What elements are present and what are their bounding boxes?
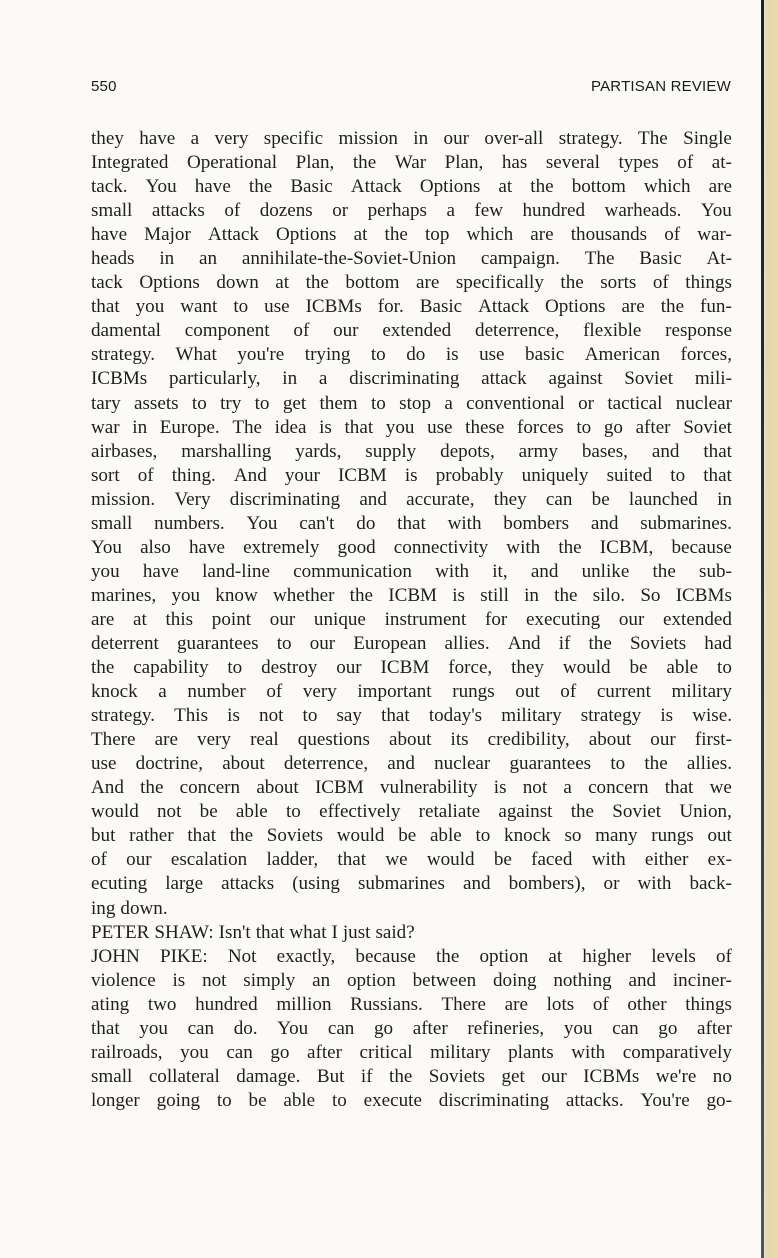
text-line: tack Options down at the bottom are specifically the sorts of things [91, 272, 732, 294]
text-line: use doctrine, about deterrence, and nuclear guarantees to the allies. [91, 753, 732, 775]
text-line: tack. You have the Basic Attack Options at the bottom which are [91, 176, 732, 198]
text-line: longer going to be able to execute discriminating attacks. You're go- [91, 1089, 732, 1111]
page-edge [762, 0, 778, 1258]
text-line: ICBMs particularly, in a discriminating attack against Soviet mili- [91, 368, 732, 390]
text-line: deterrent guarantees to our European allies. And if the Soviets had [91, 632, 732, 654]
text-line: of our escalation ladder, that we would be faced with either ex- [91, 849, 732, 871]
binding-edge-line [761, 0, 764, 1258]
text-line: strategy. This is not to say that today's military strategy is wise. [91, 705, 732, 727]
text-line: that you want to use ICBMs for. Basic Attack Options are the fun- [91, 296, 732, 318]
text-line: small numbers. You can't do that with bombers and submarines. [91, 512, 732, 534]
running-head: PARTISAN REVIEW [591, 78, 731, 95]
text-line: but rather that the Soviets would be able to knock so many rungs out [91, 825, 732, 847]
text-line: ecuting large attacks (using submarines and bombers), or with back- [91, 873, 732, 895]
text-line: are at this point our unique instrument for executing our extended [91, 608, 732, 630]
text-line: JOHN PIKE: Not exactly, because the option at higher levels of [91, 945, 732, 967]
page-header [91, 78, 731, 98]
text-line: knock a number of very important rungs out of current military [91, 681, 732, 703]
text-line: You also have extremely good connectivity with the ICBM, because [91, 536, 732, 558]
text-line: have Major Attack Options at the top which are thousands of war- [91, 224, 732, 246]
text-line: you have land-line communication with it, and unlike the sub- [91, 560, 732, 582]
text-line: And the concern about ICBM vulnerability is not a concern that we [91, 777, 732, 799]
text-line: ating two hundred million Russians. There are lots of other things [91, 993, 732, 1015]
text-line: that you can do. You can go after refineries, you can go after [91, 1017, 732, 1039]
text-line: they have a very specific mission in our over-all strategy. The Single [91, 128, 732, 149]
text-line: small collateral damage. But if the Soviets get our ICBMs we're no [91, 1065, 732, 1087]
text-line: tary assets to try to get them to stop a conventional or tactical nuclear [91, 392, 732, 414]
text-line: small attacks of dozens or perhaps a few hundred warheads. You [91, 200, 732, 222]
text-line: violence is not simply an option between doing nothing and inciner- [91, 969, 732, 991]
text-line: strategy. What you're trying to do is use basic American forces, [91, 344, 732, 366]
text-line: sort of thing. And your ICBM is probably uniquely suited to that [91, 464, 732, 486]
text-line: the capability to destroy our ICBM force, they would be able to [91, 657, 732, 679]
body-text [91, 127, 732, 1113]
text-line: PETER SHAW: Isn't that what I just said? [91, 921, 415, 943]
text-line: would not be able to effectively retaliate against the Soviet Union, [91, 801, 732, 823]
text-line: heads in an annihilate-the-Soviet-Union campaign. The Basic At- [91, 248, 732, 270]
text-line: marines, you know whether the ICBM is still in the silo. So ICBMs [91, 584, 732, 606]
text-line: war in Europe. The idea is that you use these forces to go after Soviet [91, 416, 732, 438]
text-line: airbases, marshalling yards, supply depots, army bases, and that [91, 440, 732, 462]
text-line: mission. Very discriminating and accurate, they can be launched in [91, 488, 732, 510]
page-number: 550 [91, 78, 117, 95]
text-line: damental component of our extended deterrence, flexible response [91, 320, 732, 342]
text-line: There are very real questions about its credibility, about our first- [91, 729, 732, 751]
text-line: Integrated Operational Plan, the War Plan, has several types of at- [91, 152, 732, 174]
text-line: railroads, you can go after critical military plants with comparatively [91, 1041, 732, 1063]
text-line: ing down. [91, 897, 168, 919]
